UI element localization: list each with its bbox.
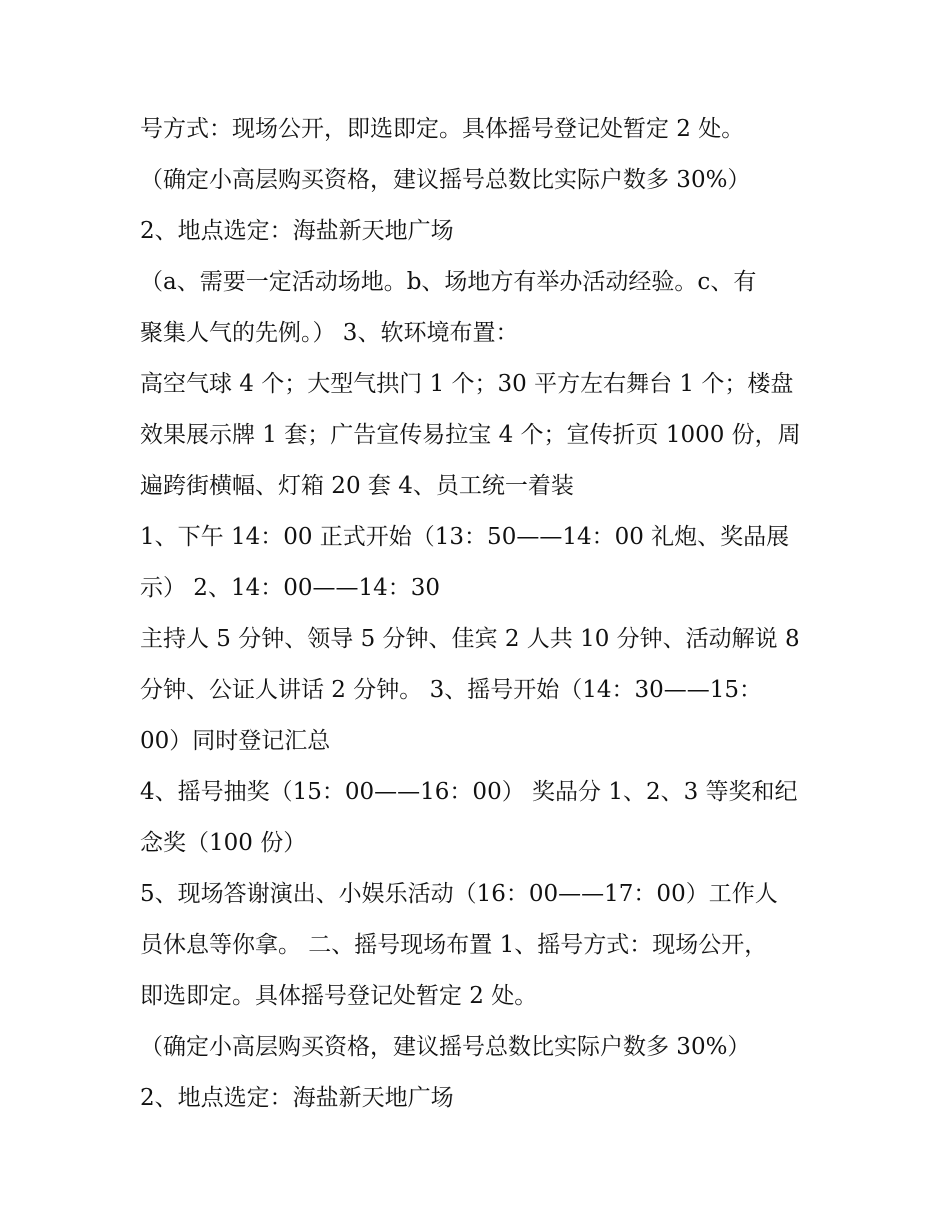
text-line: 00）同时登记汇总: [140, 728, 331, 754]
text-line: 2、地点选定：海盐新天地广场: [140, 218, 454, 244]
text-line: 5、现场答谢演出、小娱乐活动（16：00——17：00）工作人: [140, 881, 778, 907]
text-line: 2、地点选定：海盐新天地广场: [140, 1085, 454, 1111]
text-line: 分钟、公证人讲话 2 分钟。 3、摇号开始（14：30——15：: [140, 677, 762, 703]
text-line: 高空气球 4 个；大型气拱门 1 个；30 平方左右舞台 1 个；楼盘: [140, 371, 794, 397]
text-line: 4、摇号抽奖（15：00——16：00） 奖品分 1、2、3 等奖和纪: [140, 779, 798, 805]
text-line: 主持人 5 分钟、领导 5 分钟、佳宾 2 人共 10 分钟、活动解说 8: [140, 626, 800, 652]
text-line: 号方式：现场公开，即选即定。具体摇号登记处暂定 2 处。: [140, 116, 745, 142]
text-line: 效果展示牌 1 套；广告宣传易拉宝 4 个；宣传折页 1000 份，周: [140, 422, 801, 448]
text-line: 示） 2、14：00——14：30: [140, 575, 441, 601]
text-line: 即选即定。具体摇号登记处暂定 2 处。: [140, 983, 538, 1009]
text-line: （确定小高层购买资格，建议摇号总数比实际户数多 30%）: [140, 1034, 751, 1060]
text-line: 1、下午 14：00 正式开始（13：50——14：00 礼炮、奖品展: [140, 524, 790, 550]
text-line: 念奖（100 份）: [140, 830, 307, 856]
text-line: 员休息等你拿。 二、摇号现场布置 1、摇号方式：现场公开，: [140, 932, 768, 958]
text-line: （a、需要一定活动场地。b、场地方有举办活动经验。c、有: [140, 269, 757, 295]
document-body: [140, 104, 830, 1124]
text-line: （确定小高层购买资格，建议摇号总数比实际户数多 30%）: [140, 167, 751, 193]
text-line: 聚集人气的先例。） 3、软环境布置：: [140, 320, 519, 346]
text-line: 遍跨街横幅、灯箱 20 套 4、员工统一着装: [140, 473, 574, 499]
